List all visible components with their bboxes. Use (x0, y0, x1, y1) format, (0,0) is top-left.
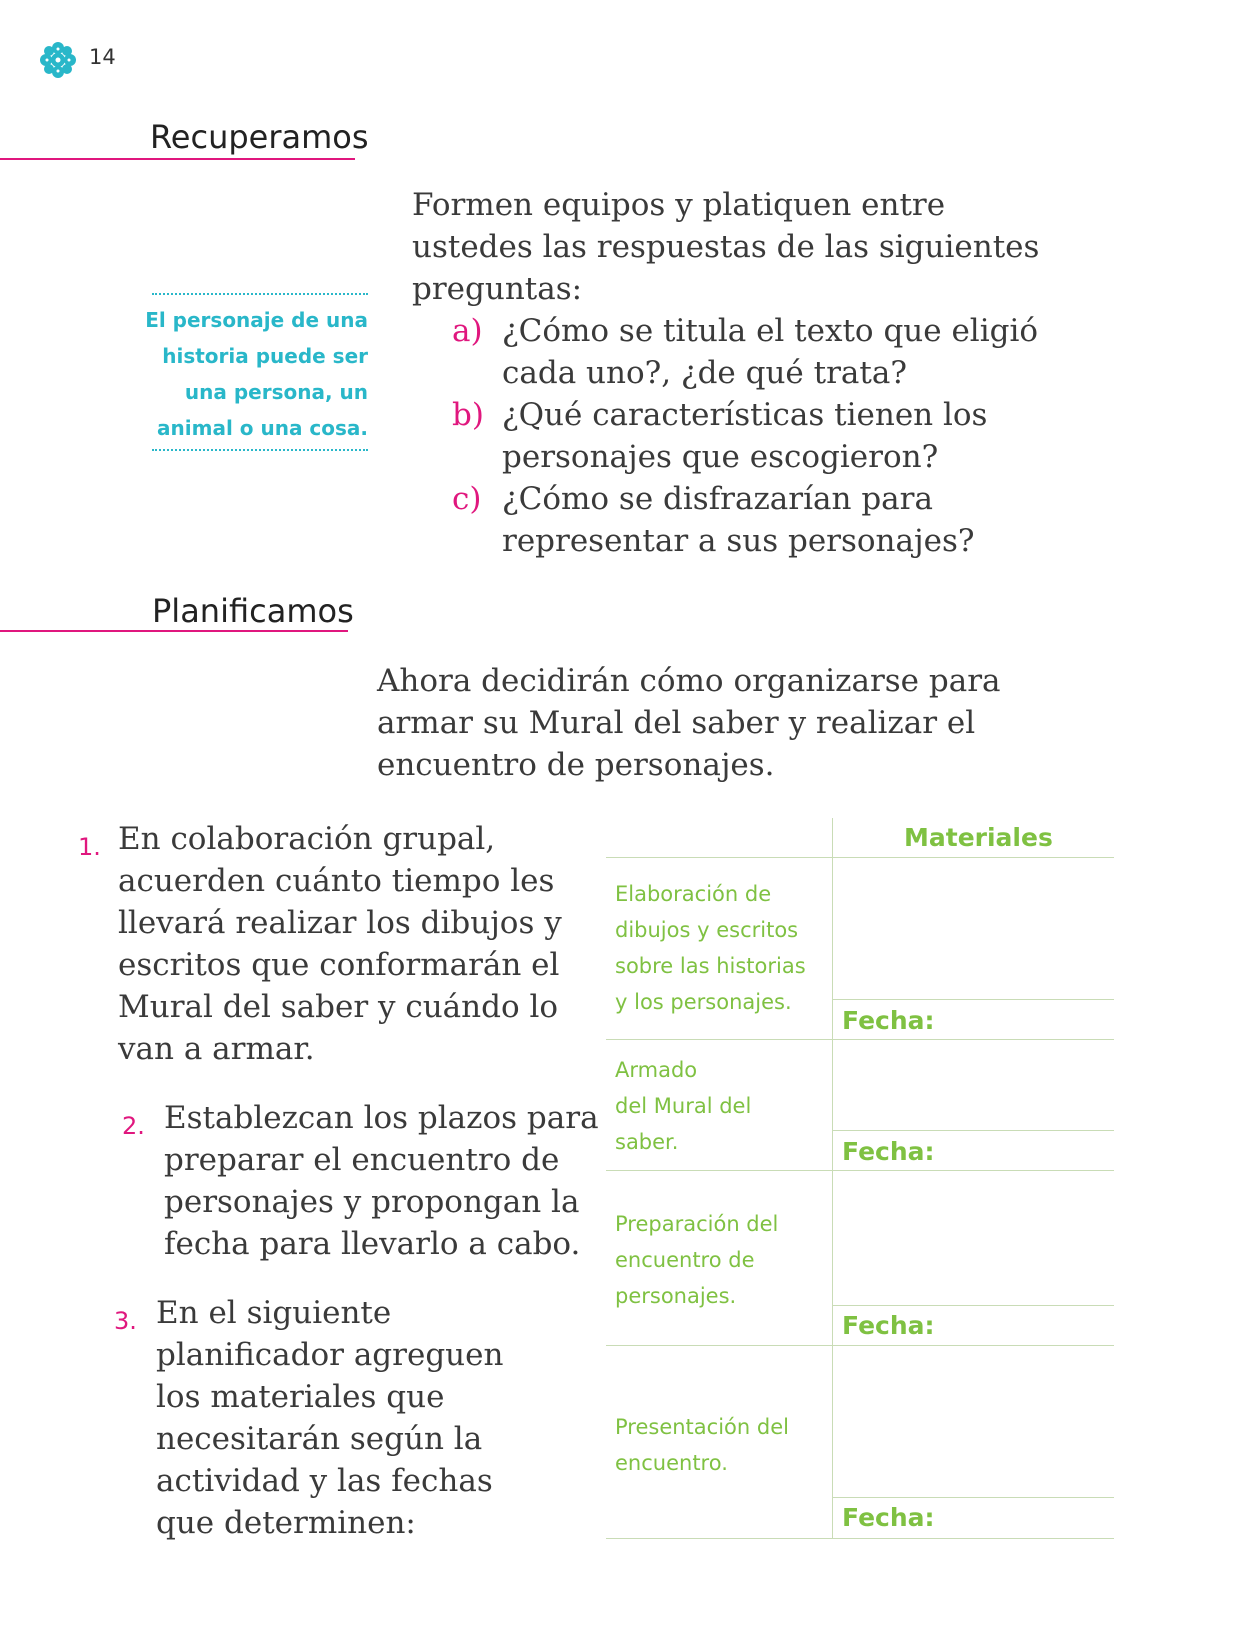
fecha-input-cell[interactable] (930, 1002, 1114, 1038)
materials-input-cell[interactable] (833, 870, 1114, 998)
question-b: b) ¿Qué características tienen los personajes que escogieron? (452, 397, 988, 475)
step-3: 3. En el siguiente planificador agreguen los materiales que necesitarán según la actividad y las fechas que determinen: (114, 1295, 504, 1541)
fecha-label: Fecha: (842, 1137, 935, 1166)
materials-input-cell[interactable] (833, 1042, 1114, 1128)
section-heading-planificamos: Planificamos (152, 592, 354, 630)
row-divider (606, 1039, 1114, 1040)
fecha-input-cell[interactable] (930, 1308, 1114, 1344)
section-heading-recuperamos: Recuperamos (150, 118, 369, 156)
page-number: 14 (89, 45, 116, 69)
planificamos-intro: Ahora decidirán cómo organizarse para armar su Mural del saber y realizar el encuentro de personajes. (377, 663, 1001, 783)
fecha-input-cell[interactable] (930, 1133, 1114, 1169)
planner-row-label: Elaboración de dibujos y escritos sobre las historias y los personajes. (615, 882, 806, 1014)
step-2: 2. Establezcan los plazos para preparar el encuentro de personajes y propongan la fecha para llevarlo a cabo. (122, 1100, 599, 1262)
row-divider (606, 1345, 1114, 1346)
planner-header-materiales: Materiales (904, 823, 1053, 852)
sidenote: El personaje de una historia puede ser una persona, un animal o una cosa. (145, 308, 368, 440)
row-divider (833, 1130, 1114, 1131)
fecha-label: Fecha: (842, 1006, 935, 1035)
row-divider (833, 1305, 1114, 1306)
planner-row-label: Preparación del encuentro de personajes. (615, 1212, 779, 1308)
planner-row-label: Presentación del encuentro. (615, 1415, 789, 1475)
materials-input-cell[interactable] (833, 1348, 1114, 1494)
fecha-label: Fecha: (842, 1503, 935, 1532)
planner-row-label: Armado del Mural del saber. (615, 1058, 752, 1154)
row-divider (833, 999, 1114, 1000)
step-1: 1. En colaboración grupal, acuerden cuánto tiempo les llevará realizar los dibujos y escritos que conformarán el Mural del saber y cuándo lo van a armar. (78, 821, 562, 1067)
question-a: a) ¿Cómo se titula el texto que eligió cada uno?, ¿de qué trata? (452, 313, 1039, 391)
planner-header-rule (606, 857, 1114, 858)
row-divider (606, 1170, 1114, 1171)
question-c: c) ¿Cómo se disfrazarían para representar a sus personajes? (452, 481, 975, 559)
recuperamos-intro: Formen equipos y platiquen entre ustedes las respuestas de las siguientes preguntas: (412, 187, 1040, 307)
row-divider (606, 1538, 1114, 1539)
row-divider (833, 1497, 1114, 1498)
fecha-label: Fecha: (842, 1311, 935, 1340)
materials-input-cell[interactable] (833, 1173, 1114, 1303)
fecha-input-cell[interactable] (930, 1500, 1114, 1536)
